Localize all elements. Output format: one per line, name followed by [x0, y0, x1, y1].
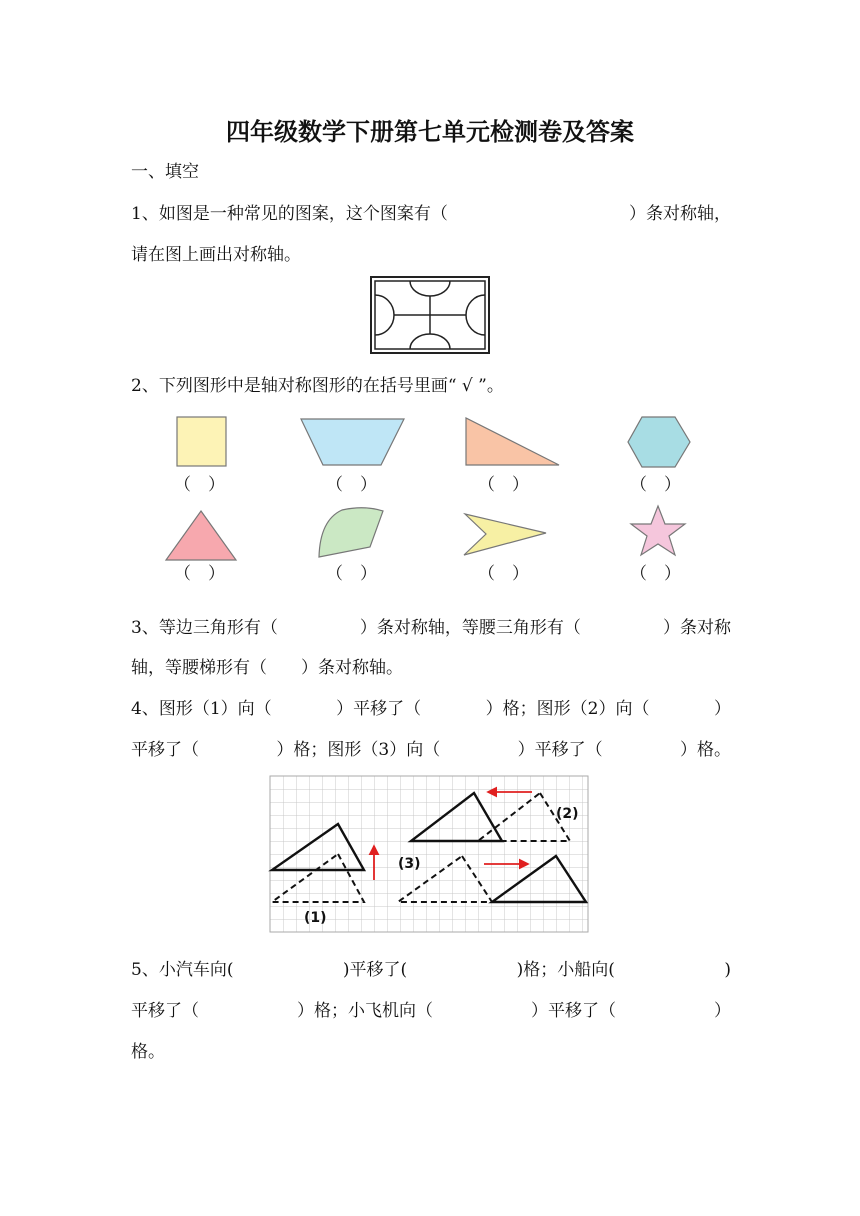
- answer-paren-4[interactable]: （ ）: [630, 475, 681, 495]
- question-3-line-1: [131, 620, 731, 637]
- q4-part-5: 平移了（: [131, 740, 199, 760]
- question-4-line-1: [131, 701, 731, 718]
- q3-part-3: ）条对称: [662, 618, 731, 638]
- isosceles-triangle-shape: [166, 511, 236, 560]
- q5-part-6: ）格；小飞机向（: [297, 1001, 433, 1021]
- q5-part-3: )格；小船向(: [516, 960, 615, 980]
- q3-part-1: 3、等边三角形有（: [131, 618, 278, 638]
- shapes-figure: [150, 410, 710, 580]
- q4-part-4: ）: [713, 699, 731, 719]
- question-5-line-1: [131, 962, 731, 979]
- q4-part-8: ）格。: [680, 740, 731, 760]
- q4-part-7: ）平移了（: [517, 740, 603, 760]
- q5-part-8: ）: [714, 1001, 731, 1021]
- square-shape: [177, 417, 226, 466]
- q5-part-4: ): [724, 960, 731, 980]
- label-figure-1: (1): [304, 910, 327, 926]
- q4-part-3: ）格；图形（2）向（: [485, 699, 650, 719]
- answer-paren-7[interactable]: （ ）: [478, 564, 529, 584]
- q4-part-2: ）平移了（: [336, 699, 422, 719]
- question-2-text: 2、下列图形中是轴对称图形的在括号里画“ √ ”。: [131, 376, 504, 396]
- label-figure-2: (2): [556, 806, 579, 822]
- q5-part-7: ）平移了（: [531, 1001, 616, 1021]
- q4-part-6: ）格；图形（3）向（: [276, 740, 441, 760]
- right-triangle-shape: [466, 418, 559, 465]
- question-5-line-3: 格。: [131, 1042, 165, 1062]
- answer-paren-3[interactable]: （ ）: [478, 475, 529, 495]
- q5-part-5: 平移了（: [131, 1001, 199, 1021]
- q5-part-2: )平移了(: [342, 960, 408, 980]
- section-heading: 一、填空: [131, 162, 199, 182]
- question-3-line-2: 轴，等腰梯形有（ ）条对称轴。: [131, 658, 403, 678]
- question-1-line-1: [131, 206, 731, 223]
- label-figure-3: (3): [398, 856, 421, 872]
- answer-paren-8[interactable]: （ ）: [630, 564, 681, 584]
- question-5-line-2: [131, 1003, 731, 1020]
- arrow-shape: [464, 514, 546, 555]
- q4-part-1: 4、图形（1）向（: [131, 699, 272, 719]
- answer-paren-5[interactable]: （ ）: [174, 564, 225, 584]
- translation-grid-figure: [270, 776, 590, 934]
- star-shape: [631, 506, 685, 555]
- q1-text-left: 1、如图是一种常见的图案，这个图案有（: [131, 204, 448, 224]
- symmetry-pattern-figure: [370, 276, 490, 354]
- sector-shape: [319, 508, 383, 557]
- answer-paren-1[interactable]: （ ）: [174, 475, 225, 495]
- q3-part-2: ）条对称轴，等腰三角形有（: [359, 618, 581, 638]
- q1-text-right: ）条对称轴，: [629, 204, 731, 224]
- page-title: 四年级数学下册第七单元检测卷及答案: [226, 118, 634, 146]
- question-1-line-2: 请在图上画出对称轴。: [131, 245, 301, 265]
- answer-paren-2[interactable]: （ ）: [326, 475, 377, 495]
- q5-part-1: 5、小汽车向(: [131, 960, 234, 980]
- answer-paren-6[interactable]: （ ）: [326, 564, 377, 584]
- trapezoid-shape: [301, 419, 404, 465]
- hexagon-shape: [628, 417, 690, 467]
- question-4-line-2: [131, 742, 731, 759]
